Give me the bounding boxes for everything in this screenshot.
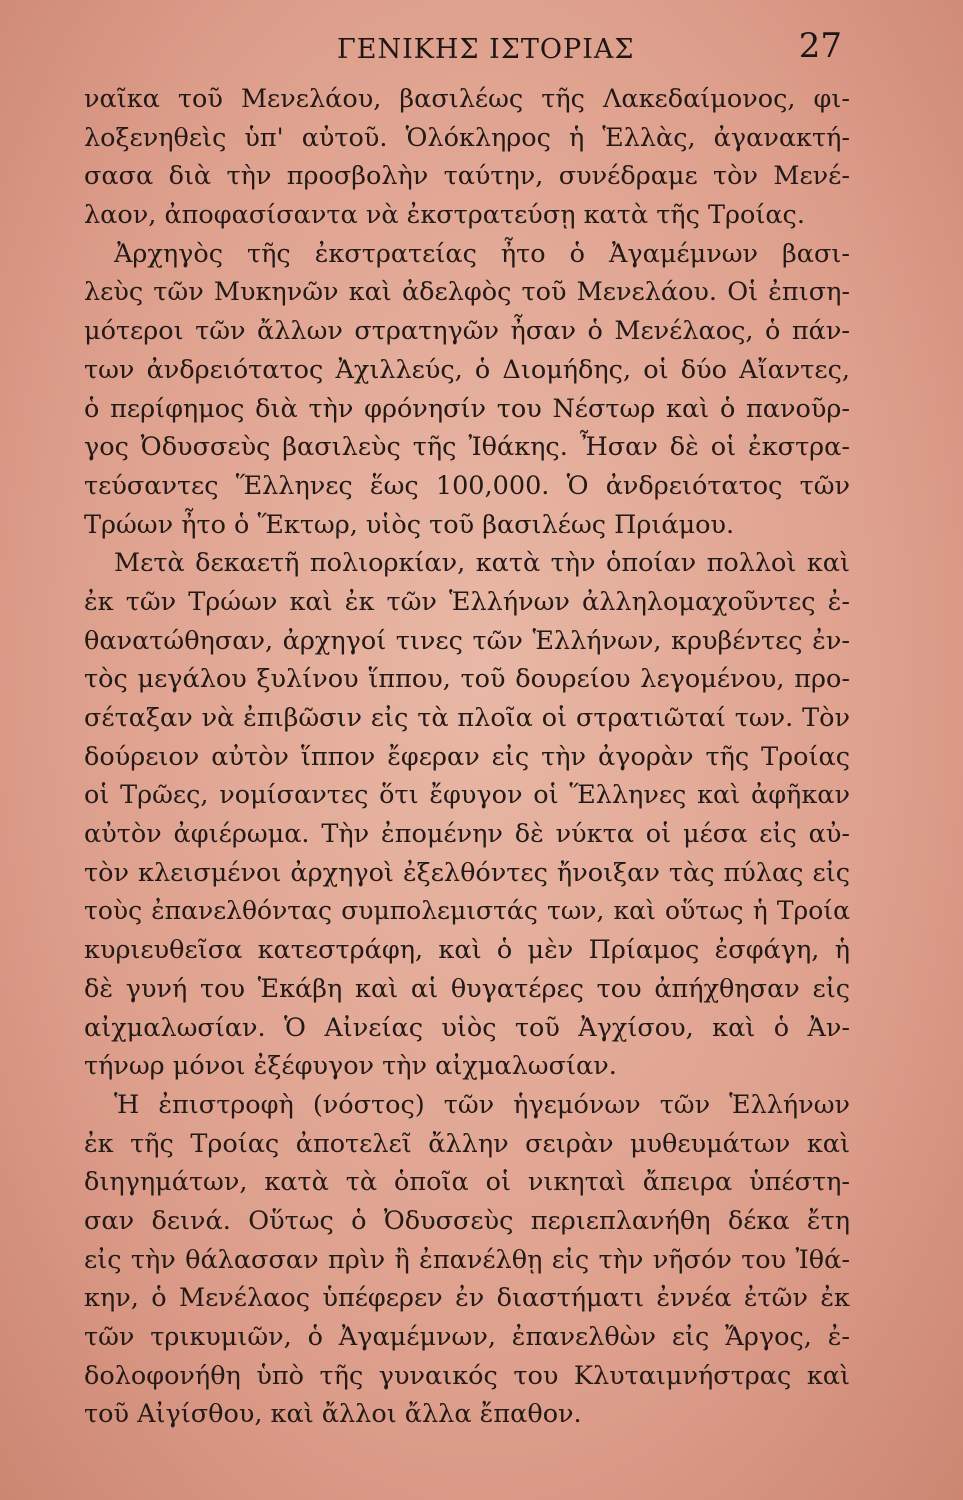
text-line: Ἀρχηγὸς τῆς ἐκστρατείας ἦτο ὁ Ἀγαμέμνων βασι- bbox=[114, 238, 850, 269]
text-line: θανατώθησαν, ἀρχηγοί τινες τῶν Ἑλλήνων, κρυβέντες ἐν- bbox=[84, 625, 850, 656]
text-line: διηγημάτων, κατὰ τὰ ὁποῖα οἱ νικηταὶ ἄπειρα ὑπέστη- bbox=[84, 1167, 850, 1198]
text-line: σασα διὰ τὴν προσβολὴν ταύτην, συνέδραμε τὸν Μενέ- bbox=[84, 161, 850, 192]
text-line: γος Ὀδυσσεὺς βασιλεὺς τῆς Ἰθάκης. Ἦσαν δὲ οἱ ἐκστρα- bbox=[84, 432, 850, 463]
text-line: ναῖκα τοῦ Μενελάου, βασιλέως τῆς Λακεδαίμονος, φι- bbox=[84, 84, 850, 114]
text-line: κην, ὁ Μενέλαος ὑπέφερεν ἐν διαστήματι ἐννέα ἐτῶν ἐκ bbox=[84, 1283, 850, 1314]
body-text bbox=[84, 80, 850, 1434]
text-line: αἰχμαλωσίαν. Ὁ Αἰνείας υἱὸς τοῦ Ἀγχίσου, καὶ ὁ Ἀν- bbox=[84, 1012, 850, 1043]
text-line: δὲ γυνή του Ἑκάβη καὶ αἱ θυγατέρες του ἀπήχθησαν εἰς bbox=[84, 973, 850, 1004]
text-line: σέταξαν νὰ ἐπιβῶσιν εἰς τὰ πλοῖα οἱ στρατιῶταί των. Τὸν bbox=[84, 703, 850, 733]
text-line: τεύσαντες Ἕλληνες ἕως 100,000. Ὁ ἀνδρειότατος τῶν bbox=[84, 470, 850, 501]
text-line: ἐκ τῶν Τρώων καὶ ἐκ τῶν Ἑλλήνων ἀλληλομαχοῦντες ἐ- bbox=[84, 586, 850, 617]
text-line: τῶν τρικυμιῶν, ὁ Ἀγαμέμνων, ἐπανελθὼν εἰς Ἄργος, ἐ- bbox=[84, 1322, 850, 1352]
text-line: εἰς τὴν θάλασσαν πρὶν ἢ ἐπανέλθῃ εἰς τὴν νῆσόν του Ἰθά- bbox=[84, 1244, 850, 1275]
text-line: λοξενηθεὶς ὑπ' αὐτοῦ. Ὁλόκληρος ἡ Ἑλλὰς, ἀγανακτή- bbox=[84, 122, 850, 153]
text-line: τοῦ Αἰγίσθου, καὶ ἄλλοι ἄλλα ἔπαθον. bbox=[84, 1399, 582, 1430]
text-line: τοὺς ἐπανελθόντας συμπολεμιστάς των, καὶ οὕτως ἡ Τροία bbox=[84, 896, 850, 926]
text-line: σαν δεινά. Οὕτως ὁ Ὀδυσσεὺς περιεπλανήθη δέκα ἔτη bbox=[84, 1205, 850, 1236]
text-line: Ἡ ἐπιστροφὴ (νόστος) τῶν ἡγεμόνων τῶν Ἑλλήνων bbox=[114, 1089, 850, 1120]
text-line: μότεροι τῶν ἄλλων στρατηγῶν ἦσαν ὁ Μενέλαος, ὁ πάν- bbox=[84, 316, 850, 347]
text-line: τὸν κλεισμένοι ἀρχηγοὶ ἐξελθόντες ἤνοιξαν τὰς πύλας εἰς bbox=[84, 857, 850, 888]
text-line: αὐτὸν ἀφιέρωμα. Τὴν ἐπομένην δὲ νύκτα οἱ μέσα εἰς αὐ- bbox=[84, 819, 850, 850]
text-line: λαον, ἀποφασίσαντα νὰ ἐκστρατεύσῃ κατὰ τῆς Τροίας. bbox=[84, 200, 805, 231]
text-line: ὁ περίφημος διὰ τὴν φρόνησίν του Νέστωρ καὶ ὁ πανοῦρ- bbox=[84, 393, 850, 424]
text-line: δούρειον αὐτὸν ἵππον ἔφεραν εἰς τὴν ἀγορὰν τῆς Τροίας bbox=[84, 741, 850, 772]
text-line: οἱ Τρῶες, νομίσαντες ὅτι ἔφυγον οἱ Ἕλληνες καὶ ἀφῆκαν bbox=[84, 780, 850, 811]
text-line: λεὺς τῶν Μυκηνῶν καὶ ἀδελφὸς τοῦ Μενελάου. Οἱ ἐπιση- bbox=[84, 277, 850, 308]
page-header bbox=[82, 26, 842, 66]
text-line: Μετὰ δεκαετῆ πολιορκίαν, κατὰ τὴν ὁποίαν πολλοὶ καὶ bbox=[114, 548, 850, 579]
text-line: τήνωρ μόνοι ἐξέφυγον τὴν αἰχμαλωσίαν. bbox=[84, 1051, 617, 1082]
text-line: Τρώων ἦτο ὁ Ἕκτωρ, υἱὸς τοῦ βασιλέως Πριάμου. bbox=[84, 509, 735, 540]
text-line: ἐκ τῆς Τροίας ἀποτελεῖ ἄλλην σειρὰν μυθευμάτων καὶ bbox=[84, 1128, 850, 1159]
text-line: τὸς μεγάλου ξυλίνου ἵππου, τοῦ δουρείου λεγομένου, προ- bbox=[84, 664, 850, 695]
text-line: κυριευθεῖσα κατεστράφη, καὶ ὁ μὲν Πρίαμος ἐσφάγη, ἡ bbox=[84, 935, 850, 966]
text-line: δολοφονήθη ὑπὸ τῆς γυναικός του Κλυταιμνήστρας καὶ bbox=[84, 1360, 850, 1391]
text-line: των ἀνδρειότατος Ἀχιλλεύς, ὁ Διομήδης, οἱ δύο Αἴαντες, bbox=[84, 354, 850, 385]
running-title: ΓΕΝΙΚΗΣ ΙΣΤΟΡΙΑΣ bbox=[337, 34, 635, 65]
page-number: 27 bbox=[798, 26, 842, 66]
